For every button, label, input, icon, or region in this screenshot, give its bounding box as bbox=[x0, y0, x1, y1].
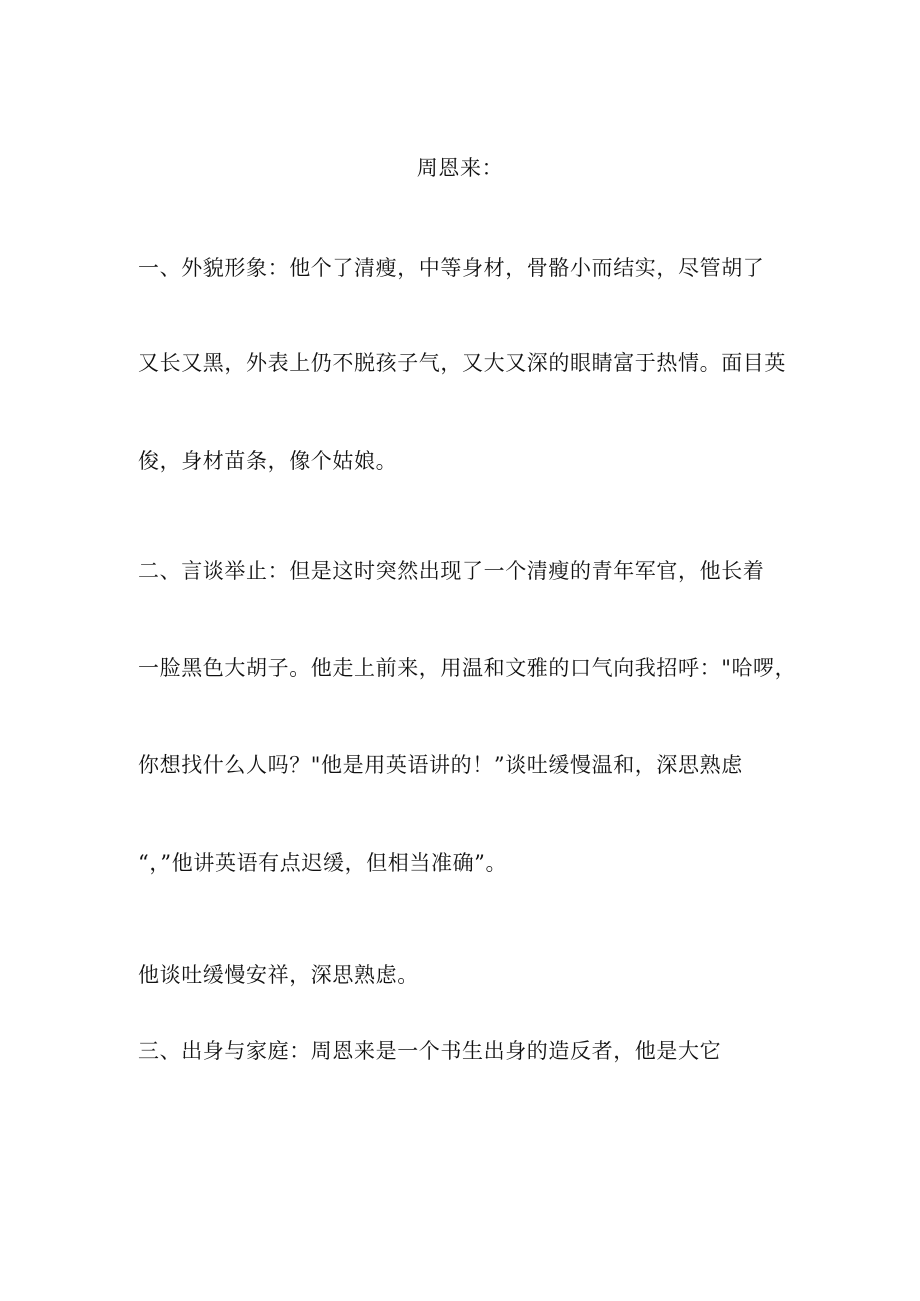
text-line-speech-summary: 他谈吐缓慢安祥，深思熟虑。 bbox=[138, 963, 419, 987]
text-line-appearance-3: 俊，身材苗条，像个姑娘。 bbox=[138, 449, 398, 473]
text-line-appearance-2: 又长又黑，外表上仍不脱孩子气，又大又深的眼睛富于热情。面目英 bbox=[138, 351, 786, 375]
document-title: 周恩来： bbox=[416, 156, 504, 180]
text-line-speech-4: “，”他讲英语有点迟缓，但相当准确”。 bbox=[138, 851, 508, 875]
text-line-background-1: 三、出身与家庭：周恩来是一个书生出身的造反者，他是大它 bbox=[138, 1039, 722, 1063]
text-line-speech-1: 二、言谈举止：但是这时突然出现了一个清瘦的青年军官，他长着 bbox=[138, 559, 765, 583]
text-line-appearance-1: 一、外貌形象：他个了清瘦，中等身材，骨骼小而结实，尽管胡了 bbox=[138, 256, 765, 280]
text-line-speech-2: 一脸黑色大胡子。他走上前来，用温和文雅的口气向我招呼："哈啰， bbox=[138, 656, 797, 680]
text-line-speech-3: 你想找什么人吗？"他是用英语讲的！”谈吐缓慢温和，深思熟虑 bbox=[138, 753, 743, 777]
